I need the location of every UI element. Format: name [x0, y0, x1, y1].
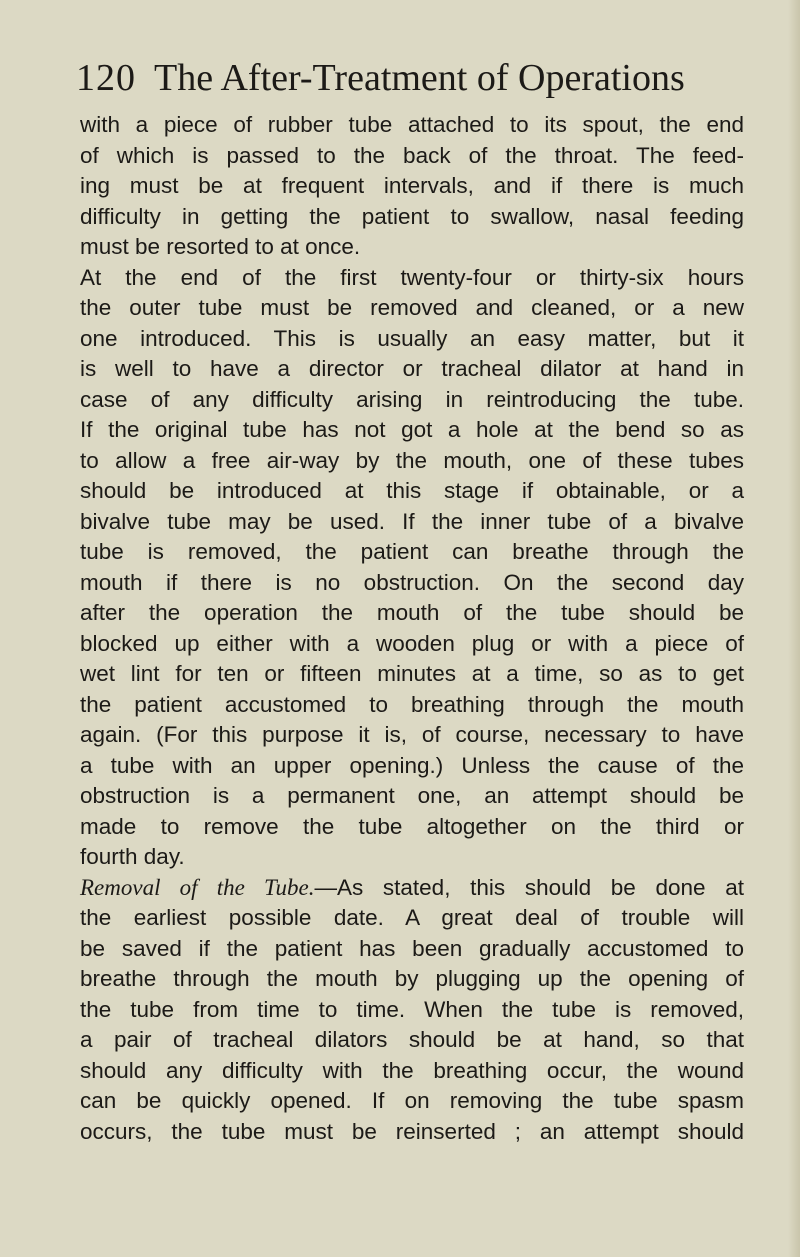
text-line: the earliest possible date. A great deal of trouble will: [80, 905, 744, 930]
text-line: tube is removed, the patient can breathe through the: [80, 539, 744, 564]
section-first-line-text: —As stated, this should be done at: [314, 874, 744, 900]
text-line: occurs, the tube must be reinserted ; an attempt should: [80, 1118, 744, 1144]
section-first-line: [80, 873, 744, 904]
section-heading: Removal of the Tube.: [80, 874, 315, 900]
text-line: to allow a free air-way by the mouth, one of these tubes: [80, 447, 744, 473]
text-line: breathe through the mouth by plugging up the opening of: [80, 966, 744, 991]
text-line: the tube from time to time. When the tube is removed,: [80, 996, 744, 1022]
text-line: blocked up either with a wooden plug or with a piece of: [80, 630, 744, 656]
text-line: should any difficulty with the breathing occur, the wound: [80, 1057, 744, 1083]
text-line: difficulty in getting the patient to swallow, nasal feeding: [80, 203, 744, 229]
text-line: wet lint for ten or fifteen minutes at a time, so as to get: [80, 661, 744, 686]
text-line: the patient accustomed to breathing through the mouth: [80, 691, 744, 717]
text-line: should be introduced at this stage if obtainable, or a: [80, 478, 744, 503]
text-line: the outer tube must be removed and cleaned, or a new: [80, 295, 744, 320]
text-line: At the end of the first twenty-four or thirty-six hours: [80, 264, 744, 290]
text-line: can be quickly opened. If on removing the tube spasm: [80, 1088, 744, 1113]
text-line: a tube with an upper opening.) Unless the cause of the: [80, 752, 744, 778]
text-line: with a piece of rubber tube attached to its spout, the end: [80, 112, 744, 137]
text-line: made to remove the tube altogether on the third or: [80, 813, 744, 839]
text-line: must be resorted to at once.: [80, 234, 361, 259]
text-line: bivalve tube may be used. If the inner tube of a bivalve: [80, 508, 744, 534]
text-line: If the original tube has not got a hole at the bend so as: [80, 417, 744, 442]
text-line: case of any difficulty arising in reintroducing the tube.: [80, 386, 744, 412]
text-line: obstruction is a permanent one, an attempt should be: [80, 783, 744, 808]
text-line: ing must be at frequent intervals, and if there is much: [80, 173, 744, 198]
text-line: after the operation the mouth of the tube should be: [80, 600, 744, 625]
text-line: a pair of tracheal dilators should be at hand, so that: [80, 1027, 744, 1052]
text-line: one introduced. This is usually an easy matter, but it: [80, 325, 744, 351]
text-line: mouth if there is no obstruction. On the second day: [80, 569, 744, 595]
page-header: [76, 56, 736, 104]
body-text: [80, 110, 744, 1147]
text-line: be saved if the patient has been gradually accustomed to: [80, 935, 744, 961]
page-number: 120: [76, 57, 136, 99]
running-head: The After-Treatment of Operations: [154, 57, 685, 99]
text-line: fourth day.: [80, 844, 185, 869]
page-edge-shadow: [788, 0, 800, 1257]
text-line: again. (For this purpose it is, of course, necessary to have: [80, 722, 744, 747]
text-line: is well to have a director or tracheal dilator at hand in: [80, 356, 744, 381]
text-line: of which is passed to the back of the throat. The feed-: [80, 142, 744, 168]
